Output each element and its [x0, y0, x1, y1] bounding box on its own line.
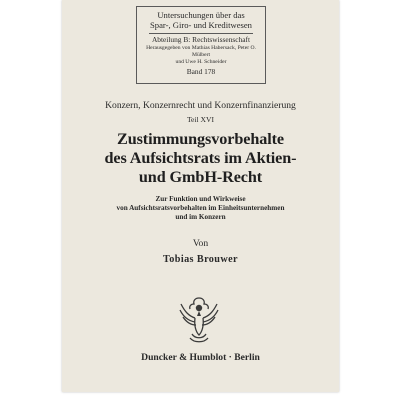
- publisher-name: Duncker & Humblot · Berlin: [141, 352, 260, 363]
- series-editors-line1: Herausgegeben von Mathias Habersack, Peter O. Mülbert: [146, 44, 256, 58]
- book-title-line1: Zustimmungsvorbehalte: [117, 130, 284, 148]
- book-subtitle-line1: Zur Funktion und Wirkweise: [155, 195, 246, 203]
- book-cover: [62, 0, 339, 392]
- book-subtitle-line2: von Aufsichtsratsvorbehalten im Einheitsunternehmen: [116, 204, 285, 212]
- series-box: [136, 6, 266, 84]
- collection-name: Konzern, Konzernrecht und Konzernfinanzierung: [105, 100, 296, 111]
- series-title-line2: Spar-, Giro- und Kreditwesen: [150, 19, 252, 30]
- book-title: [62, 130, 339, 187]
- book-title-line3: und GmbH-Recht: [138, 168, 263, 186]
- book-subtitle-line3: und im Konzern: [175, 213, 226, 221]
- series-editors-line2: und Uwe H. Schneider: [175, 58, 227, 65]
- book-title-line2: des Aufsichtsrats im Aktien-: [104, 149, 297, 167]
- series-volume: Band 178: [186, 66, 216, 76]
- collection-part: Teil XVI: [186, 115, 215, 124]
- book-subtitle: [62, 195, 339, 222]
- author-name: Tobias Brouwer: [163, 254, 238, 265]
- series-title-line1: Untersuchungen über das: [157, 10, 245, 20]
- by-label: Von: [192, 238, 209, 249]
- series-divider: [149, 33, 254, 34]
- series-division: Abteilung B: Rechtswissenschaft: [151, 35, 251, 45]
- eagle-crest-icon: [175, 290, 223, 348]
